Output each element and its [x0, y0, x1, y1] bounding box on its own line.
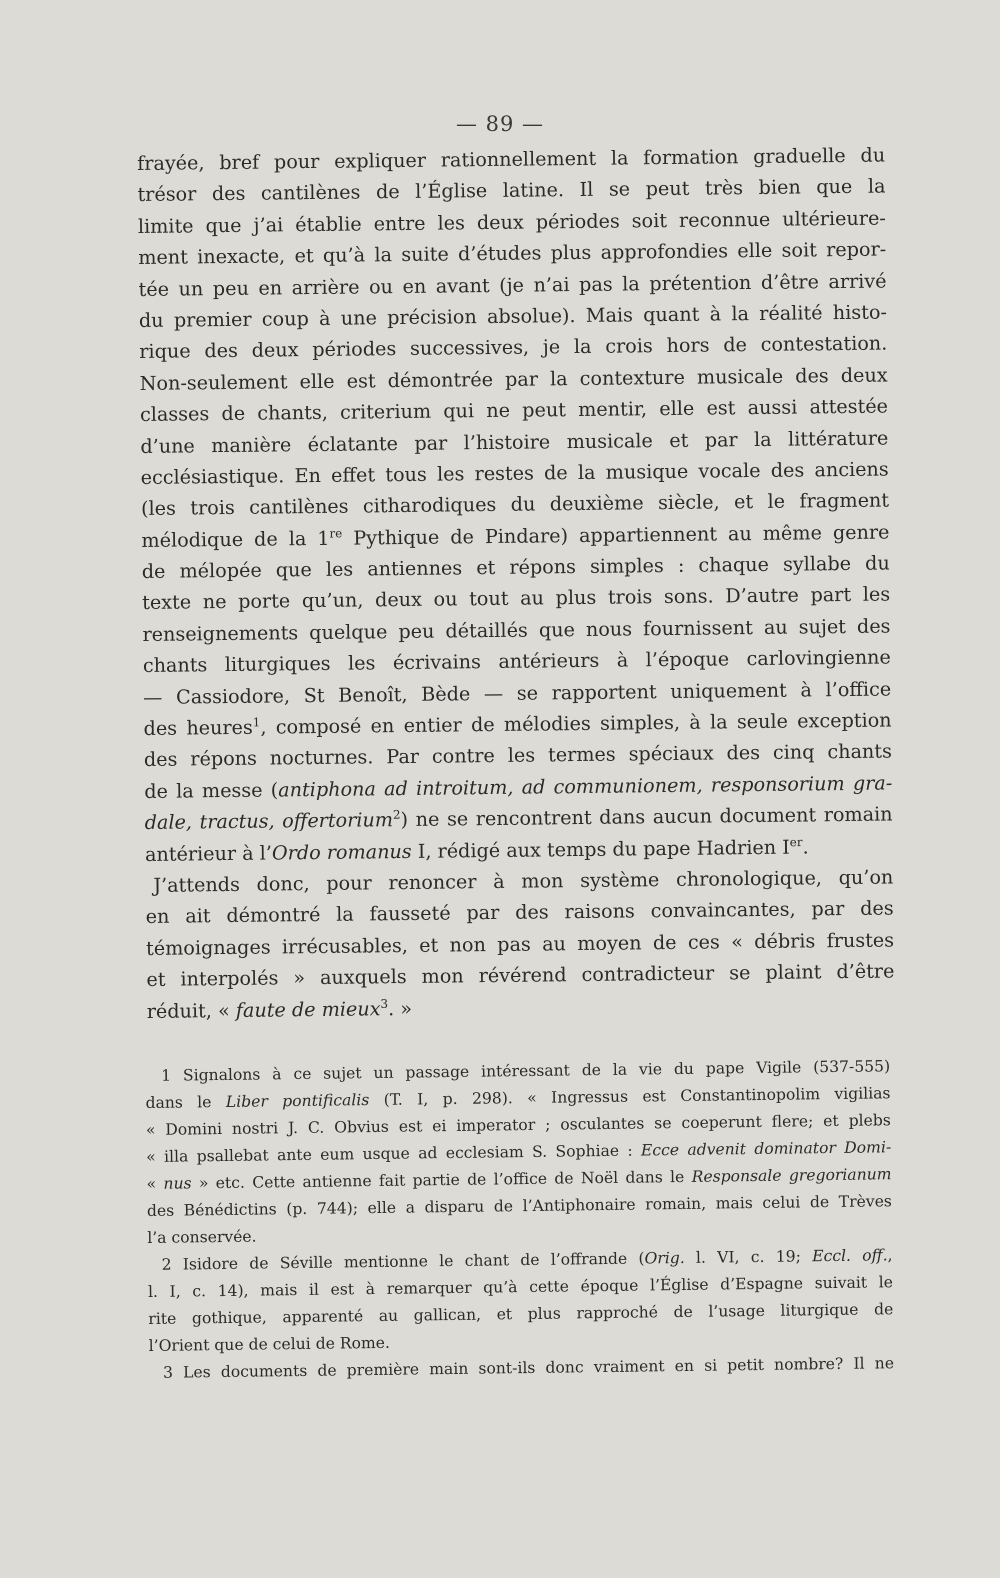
footnote-text-span: , — [887, 1246, 893, 1265]
italic-text: antiphona ad introitum, ad communionem, responsorium gra- — [278, 771, 893, 802]
footnote-line: « Domini nostri J. C. Obvius est ei imperator ; osculantes se coeperunt flere; et plebs — [145, 1111, 891, 1139]
italic-text: Orig. — [644, 1248, 685, 1268]
body-line: ecclésiastique. En effet tous les restes de la musique vocale des anciens — [140, 457, 889, 489]
italic-text: faute de mieux — [235, 996, 381, 1022]
italic-text: Responsale gregorianum — [691, 1165, 892, 1186]
body-text-span: antérieur à l’ — [144, 841, 273, 866]
body-text-span: Pythique de Pindare) appartiennent au même genre — [342, 520, 890, 550]
footnote-line: l. I, c. 14), mais il est à remarquer qu’à cette époque l’Église d’Espagne suivait le — [147, 1273, 894, 1301]
body-line: du premier coup à une précision absolue). Mais quant à la réalité histo- — [138, 300, 888, 332]
footnote-text-span: l. VI, c. 19; — [684, 1247, 813, 1267]
superscript: re — [329, 525, 343, 541]
italic-text: nus — [163, 1174, 192, 1193]
italic-text: Eccl. off. — [812, 1246, 888, 1266]
body-line: limite que j’ai établie entre les deux périodes soit reconnue ultérieure- — [137, 206, 886, 238]
italic-text: dale, tractus, offertorium — [144, 808, 394, 835]
body-line: de mélopée que les antiennes et répons simples : chaque syllabe du — [141, 551, 890, 584]
body-line: frayée, bref pour expliquer rationnellement la formation graduelle du — [137, 143, 886, 175]
footnote-text-span: dans le — [145, 1092, 226, 1112]
body-line: rique des deux périodes successives, je la crois hors de contestation. — [139, 331, 888, 364]
body-text-span: de la messe ( — [144, 778, 279, 803]
footnote-ref-2: 2 — [392, 807, 401, 822]
body-text-span: . » — [387, 996, 413, 1020]
body-line: d’une manière éclatante par l’histoire musicale et par la littérature — [140, 426, 889, 458]
body-line: chants liturgiques les écrivains antérieurs à l’époque carlovingienne — [142, 645, 891, 678]
footnote-ref-1: 1 — [252, 715, 261, 730]
footnote-text-span: « — [146, 1174, 164, 1193]
footnote-line: 1 Signalons à ce sujet un passage intéressant de la vie du pape Vigile (537-555) — [161, 1057, 891, 1085]
footnote-text-span: (T. I, p. 298). « Ingressus est Constantinopolim vigilias — [369, 1084, 891, 1110]
body-line: trésor des cantilènes de l’Église latine. Il se peut très bien que la — [137, 174, 886, 207]
italic-text: Liber pontificalis — [225, 1091, 370, 1111]
body-text — [137, 140, 895, 1027]
body-text-span: . — [802, 835, 809, 859]
footnote-line: l’a conservée. — [147, 1227, 257, 1247]
italic-text: Ecce advenit dominator Domi- — [640, 1138, 892, 1160]
body-line: ment inexacte, et qu’à la suite d’études plus approfondies elle soit repor- — [138, 237, 887, 270]
footnote-ref-3: 3 — [380, 996, 389, 1011]
footnote-text-span: « illa psallebat ante eum usque ad ecclesiam S. Sophiae : — [146, 1141, 642, 1166]
body-line: des répons nocturnes. Par contre les termes spéciaux des cinq chants — [143, 739, 893, 772]
footnotes — [145, 1053, 894, 1387]
body-line: témoignages irrécusables, et non pas au moyen de ces « débris frustes — [145, 928, 895, 960]
body-text-span: , composé en entier de mélodies simples, à la seule exception — [260, 708, 892, 739]
body-line: renseignements quelque peu détaillés que nous fournissent au sujet des — [142, 614, 891, 646]
body-line: Non-seulement elle est démontrée par la contexture musicale des deux — [139, 363, 888, 395]
body-line: texte ne porte qu’un, deux ou tout au plus trois sons. D’autre part les — [142, 582, 891, 615]
page-number: — 89 — — [455, 112, 545, 136]
body-text-span: réduit, « — [146, 998, 236, 1023]
body-text-span: des heures — [143, 715, 253, 740]
footnote-line: des Bénédictins (p. 744); elle a disparu de l’Antiphonaire romain, mais celui de Trèves — [146, 1192, 892, 1220]
body-line: classes de chants, criterium qui ne peut mentir, elle est aussi attestée — [139, 394, 889, 427]
footnote-line: rite gothique, apparenté au gallican, et plus rapproché de l’usage liturgique de — [148, 1300, 894, 1328]
body-line: tée un peu en arrière ou en avant (je n’ai pas la prétention d’être arrivé — [138, 269, 887, 301]
superscript: er — [789, 834, 803, 849]
footnote-line: l’Orient que de celui de Rome. — [148, 1333, 391, 1355]
body-line: J’attends donc, pour renoncer à mon système chronologique, qu’on — [153, 865, 894, 897]
body-line: (les trois cantilènes citharodiques du deuxième siècle, et le fragment — [140, 488, 890, 521]
footnote-text-span: » etc. Cette antienne fait partie de l’office de Noël dans le — [191, 1167, 692, 1193]
italic-text: Ordo romanus — [271, 839, 412, 865]
body-line: et interpolés » auxquels mon révérend contradicteur se plaint d’être — [146, 959, 895, 992]
footnote-text-span: 2 Isidore de Séville mentionne le chant de l’offrande ( — [161, 1249, 645, 1274]
body-line: en ait démontré la fausseté par des raisons convaincantes, par des — [145, 896, 894, 929]
body-line: — Cassiodore, St Benoît, Bède — se rapportent uniquement à l’office — [143, 677, 892, 709]
body-text-span: mélodique de la 1 — [141, 526, 330, 552]
body-text-span: ) ne se rencontrent dans aucun document romain — [400, 802, 893, 832]
footnote-line: 3 Les documents de première main sont-ils donc vraiment en si petit nombre? Il ne — [162, 1354, 895, 1382]
body-text-span: I, rédigé aux temps du pape Hadrien I — [411, 835, 790, 863]
